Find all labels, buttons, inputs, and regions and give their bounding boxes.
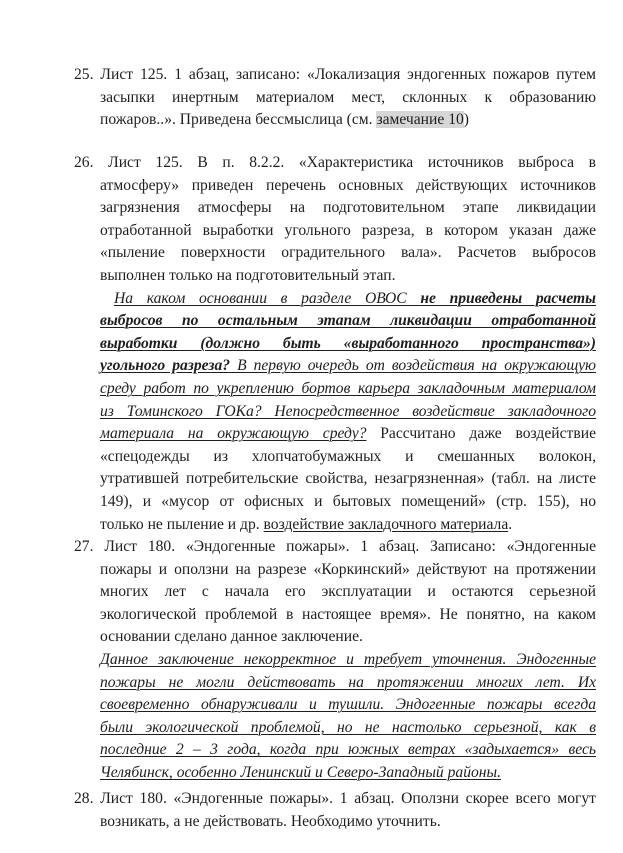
- question-text: На каком основании в разделе ОВОС: [114, 289, 421, 307]
- remark-26-tail-2: утратившей потребительские свойства, незагрязненная» (табл. на листе: [100, 470, 596, 488]
- remark-27-line-2: пожары и оползни на разрезе «Коркинский» действуют на протяжении: [100, 560, 596, 578]
- remark-27-line-3: многих лет с начала его эксплуатации и остаются серьезной: [100, 583, 596, 601]
- question-text: В первую очередь от воздействия на окружающую: [230, 357, 596, 375]
- remark-27: [74, 536, 596, 785]
- highlighted-reference: замечание 10: [376, 111, 464, 129]
- remark-26-line-3: загрязнения атмосферы на подготовительном этапе ликвидации: [100, 199, 596, 217]
- response-line-1: Данное заключение некорректное и требует уточнения. Эндогенные: [100, 650, 596, 668]
- remark-25-close: ): [463, 111, 469, 129]
- question-line-2: [74, 310, 596, 333]
- remark-26-tail-1: «спецодежды из хлопчатобумажных и смешанных волокон,: [100, 447, 596, 465]
- underlined-phrase: воздействие закладочного материала: [263, 515, 509, 533]
- question-line-7: [74, 423, 596, 446]
- remark-26: [74, 152, 596, 536]
- question-text: материала на окружающую среду?: [100, 425, 367, 443]
- question-text: из Томинского ГОКа? Непосредственное воздействие закладочного: [100, 402, 596, 420]
- remark-26-tail-4: [74, 514, 596, 537]
- question-text: среду работ по укреплению бортов карьера закладочным материалом: [100, 379, 596, 397]
- remark-28-line-1: 28. Лист 180. «Эндогенные пожары». 1 абзац. Оползни скорее всего могут: [74, 790, 596, 807]
- remark-27-line-4: экологической проблемой в настоящее время». Не понятно, на каком: [100, 605, 596, 623]
- remark-26-tail-text: только не пыление и др.: [100, 515, 264, 533]
- question-line-4: [74, 355, 596, 378]
- remark-25-text: пожаров..». Приведена бессмыслица (см.: [100, 111, 377, 129]
- question-line-6: [74, 401, 596, 424]
- remark-26-line-1: 26. Лист 125. В п. 8.2.2. «Характеристика источников выброса в: [74, 154, 596, 171]
- remark-25-line-1: 25. Лист 125. 1 абзац, записано: «Локализация эндогенных пожаров путем: [74, 66, 596, 83]
- remark-28: [74, 788, 596, 833]
- response-line-5: последние 2 – 3 года, когда при южных ветрах «задыхается» весь: [100, 741, 596, 759]
- question-line-1: [74, 288, 596, 311]
- remark-26-line-6: выполнен только на подготовительный этап.: [100, 266, 396, 284]
- remark-26-tail-start: Рассчитано даже воздействие: [366, 425, 597, 443]
- remark-27-line-5: основании сделано данное заключение.: [100, 628, 363, 646]
- question-emphasis: выбросов по остальным этапам ликвидации отработанной: [100, 312, 596, 330]
- question-emphasis: выработки (должно быть «выработанного пространства»): [100, 334, 596, 352]
- response-line-3: своевременно обнаруживали и тушили. Эндогенные пожары всегда: [100, 696, 596, 714]
- remark-26-period: .: [508, 515, 513, 533]
- response-line-2: пожары не могли действовать на протяжении многих лет. Их: [100, 673, 596, 691]
- remark-28-line-2: возникать, а не действовать. Необходимо уточнить.: [100, 812, 441, 830]
- question-emphasis: не приведены расчеты: [420, 289, 596, 307]
- remark-27-line-1: 27. Лист 180. «Эндогенные пожары». 1 абзац. Записано: «Эндогенные: [74, 538, 596, 555]
- remark-26-line-4: отработанной выработки угольного разреза, в котором указан даже: [100, 221, 596, 239]
- question-line-3: [74, 333, 596, 356]
- remark-26-tail-3: 149), и «мусор от офисных и бытовых помещений» (стр. 155), но: [100, 492, 596, 510]
- question-emphasis: угольного разреза?: [100, 357, 231, 375]
- remark-26-line-2: атмосферу» приведен перечень основных действующих источников: [100, 176, 596, 194]
- remark-25-line-3: [74, 109, 596, 132]
- response-line-4: были экологической проблемой, но не настолько серьезной, как в: [100, 718, 596, 736]
- remark-25: [74, 64, 596, 132]
- remark-26-line-5: «пыление поверхности оградительного вала». Расчетов выбросов: [100, 244, 596, 262]
- response-line-6: Челябинск, особенно Ленинский и Северо-Западный районы.: [100, 763, 501, 781]
- question-line-5: [74, 378, 596, 401]
- remark-25-line-2: засыпки инертным материалом мест, склонных к образованию: [100, 88, 596, 106]
